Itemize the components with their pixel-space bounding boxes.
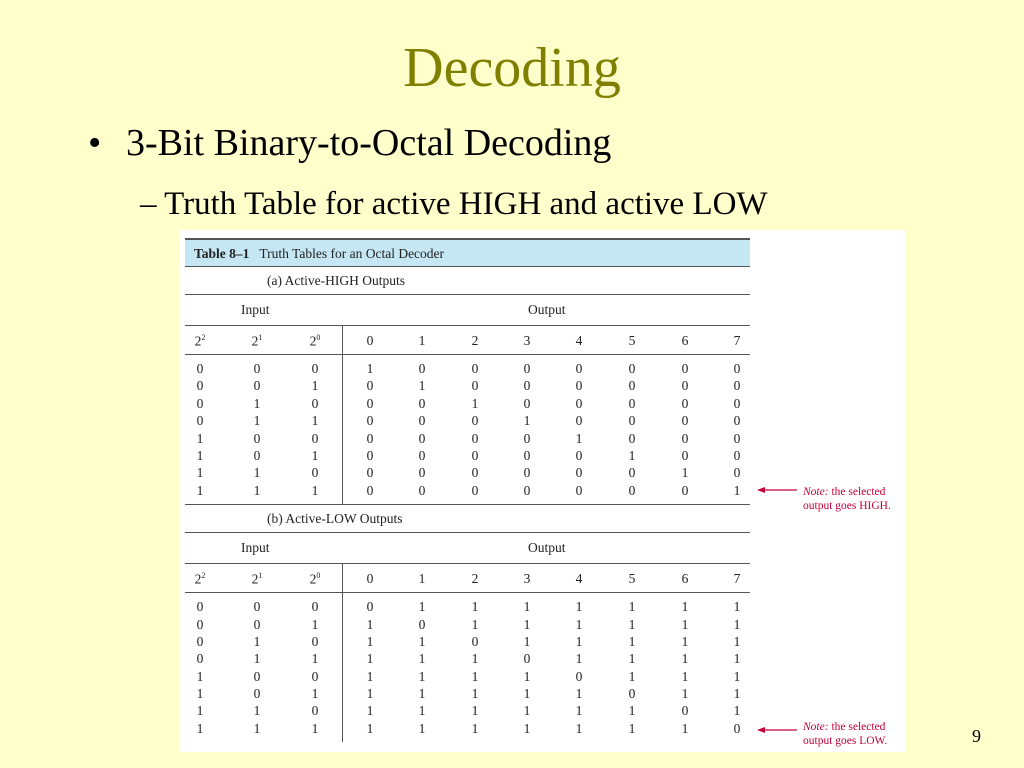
table-row: [185, 483, 750, 500]
table-cell: 1: [575, 651, 583, 667]
high-header-input-base: 2: [309, 333, 317, 349]
table-cell: 1: [366, 651, 374, 667]
high-header-input-0: [185, 333, 215, 350]
table-cell: 1: [575, 703, 583, 719]
low-header-input-base: 2: [194, 571, 202, 587]
table-cell: 0: [733, 720, 741, 736]
table-row: [185, 431, 750, 448]
table-cell: 1: [471, 703, 479, 719]
high-group-header: [185, 295, 750, 326]
table-cell: 1: [733, 616, 741, 632]
table-cell: 1: [523, 413, 531, 429]
table-cell: 1: [628, 703, 636, 719]
table-cell: 0: [253, 447, 261, 463]
table-cell: 1: [733, 703, 741, 719]
table-cell: 0: [523, 361, 531, 376]
table-cell: 1: [418, 686, 426, 702]
high-header-input-base: 2: [194, 333, 202, 349]
table-cell: 1: [366, 703, 374, 719]
table-cell: 0: [311, 703, 319, 719]
table-cell: 0: [733, 465, 741, 481]
table-cell: 1: [253, 413, 261, 429]
table-cell: 0: [681, 703, 689, 719]
table-cell: 0: [471, 447, 479, 463]
table-row: [185, 361, 750, 378]
table-cell: 1: [628, 720, 636, 736]
table-row: [185, 396, 750, 413]
low-header-input-2: [300, 571, 330, 588]
low-note-text2: output goes LOW.: [803, 735, 888, 747]
table-cell: 0: [681, 482, 689, 498]
high-header-output-2: 2: [471, 333, 479, 348]
table-cell: 0: [366, 447, 374, 463]
table-cell: 1: [253, 651, 261, 667]
table-caption: [185, 238, 750, 267]
table-cell: 0: [253, 616, 261, 632]
table-cell: 1: [311, 482, 319, 498]
table-cell: 0: [366, 395, 374, 411]
table-cell: 0: [575, 465, 583, 481]
truth-table: [185, 238, 750, 742]
table-cell: 0: [366, 413, 374, 429]
table-row: [185, 413, 750, 430]
low-group-header: [185, 533, 750, 564]
table-cell: 1: [196, 720, 204, 736]
table-cell: 1: [366, 616, 374, 632]
page-number: 9: [972, 726, 981, 746]
table-row: [185, 703, 750, 720]
table-cell: 1: [681, 599, 689, 615]
table-cell: 0: [253, 668, 261, 684]
table-cell: 1: [196, 703, 204, 719]
table-cell: 0: [628, 378, 636, 394]
table-row: [185, 634, 750, 651]
table-row: [185, 465, 750, 482]
table-cell: 0: [733, 378, 741, 394]
high-header-input-exp: 0: [316, 333, 321, 342]
table-cell: 1: [196, 465, 204, 481]
low-header-output-0: 0: [366, 571, 374, 587]
high-subtitle: (a) Active-HIGH Outputs: [185, 267, 750, 295]
table-cell: 0: [523, 378, 531, 394]
table-row: [185, 686, 750, 703]
table-cell: 1: [253, 633, 261, 649]
table-cell: 1: [471, 668, 479, 684]
table-cell: 0: [733, 413, 741, 429]
table-cell: 0: [366, 378, 374, 394]
low-header-output-3: 3: [523, 571, 531, 587]
table-cell: 1: [253, 703, 261, 719]
low-header-output-4: 4: [575, 571, 583, 587]
high-header-input-exp: 2: [201, 333, 206, 342]
table-cell: 1: [628, 668, 636, 684]
high-header-output-3: 3: [523, 333, 531, 348]
low-rows-divider: [342, 593, 343, 742]
high-rows-divider: [342, 355, 343, 504]
table-cell: 1: [196, 430, 204, 446]
table-cell: 1: [418, 633, 426, 649]
table-cell: 1: [628, 599, 636, 615]
table-cell: 1: [471, 616, 479, 632]
table-cell: 0: [575, 413, 583, 429]
table-cell: 0: [253, 361, 261, 376]
low-subtitle: (b) Active-LOW Outputs: [185, 505, 750, 533]
table-cell: 0: [471, 361, 479, 376]
table-cell: 1: [366, 686, 374, 702]
table-cell: 0: [418, 447, 426, 463]
table-cell: 0: [523, 465, 531, 481]
table-cell: 0: [575, 361, 583, 376]
table-cell: 0: [628, 413, 636, 429]
table-cell: 0: [523, 447, 531, 463]
table-cell: 0: [311, 395, 319, 411]
table-cell: 1: [196, 447, 204, 463]
table-cell: 1: [366, 633, 374, 649]
table-cell: 0: [471, 633, 479, 649]
table-cell: 1: [523, 616, 531, 632]
high-header-output-1: 1: [418, 333, 426, 348]
table-cell: 1: [681, 651, 689, 667]
table-cell: 1: [366, 361, 374, 376]
table-caption-label: Table 8–1: [194, 246, 250, 261]
table-cell: 0: [523, 482, 531, 498]
table-cell: 1: [418, 668, 426, 684]
table-cell: 0: [196, 599, 204, 615]
low-header-divider: [342, 564, 343, 592]
table-cell: 0: [733, 395, 741, 411]
table-cell: 1: [253, 720, 261, 736]
table-cell: 1: [575, 720, 583, 736]
low-header-input-base: 2: [251, 571, 259, 587]
table-cell: 0: [471, 378, 479, 394]
high-note-arrow-icon: [757, 485, 797, 495]
low-header-output-2: 2: [471, 571, 479, 587]
table-cell: 1: [523, 703, 531, 719]
table-cell: 0: [523, 651, 531, 667]
low-output-label: Output: [528, 540, 566, 556]
table-row: [185, 448, 750, 465]
table-cell: 0: [418, 482, 426, 498]
table-cell: 0: [311, 430, 319, 446]
table-cell: 0: [366, 482, 374, 498]
table-row: [185, 651, 750, 668]
table-cell: 0: [253, 430, 261, 446]
low-header-input-exp: 2: [201, 571, 206, 581]
high-header-output-5: 5: [628, 333, 636, 348]
table-cell: 0: [575, 395, 583, 411]
table-cell: 1: [311, 651, 319, 667]
table-cell: 1: [681, 720, 689, 736]
table-cell: 0: [311, 599, 319, 615]
table-cell: 0: [418, 465, 426, 481]
table-cell: 1: [471, 651, 479, 667]
table-cell: 0: [418, 616, 426, 632]
table-cell: 0: [628, 395, 636, 411]
table-cell: 1: [523, 720, 531, 736]
table-cell: 1: [311, 447, 319, 463]
table-cell: 0: [311, 361, 319, 376]
table-cell: 0: [471, 482, 479, 498]
table-cell: 1: [681, 616, 689, 632]
table-cell: 0: [471, 465, 479, 481]
table-cell: 1: [733, 651, 741, 667]
table-cell: 0: [681, 447, 689, 463]
table-cell: 1: [311, 720, 319, 736]
low-header-input-base: 2: [309, 571, 317, 587]
low-input-label: Input: [241, 540, 270, 556]
table-cell: 1: [418, 720, 426, 736]
table-cell: 1: [311, 378, 319, 394]
low-header-input-1: [242, 571, 272, 588]
high-header-input-base: 2: [251, 333, 259, 349]
table-cell: 1: [733, 668, 741, 684]
table-cell: 1: [471, 720, 479, 736]
low-column-header: [185, 564, 750, 593]
table-cell: 0: [253, 378, 261, 394]
high-header-input-1: [242, 333, 272, 350]
table-cell: 0: [471, 430, 479, 446]
table-cell: 0: [196, 413, 204, 429]
bullet-main: [88, 124, 611, 162]
table-cell: 0: [196, 361, 204, 376]
table-cell: 1: [366, 720, 374, 736]
table-cell: 0: [733, 447, 741, 463]
table-cell: 0: [628, 465, 636, 481]
table-cell: 1: [418, 378, 426, 394]
table-cell: 0: [311, 668, 319, 684]
table-cell: 0: [418, 395, 426, 411]
table-cell: 1: [575, 633, 583, 649]
table-cell: 0: [575, 668, 583, 684]
table-cell: 0: [196, 616, 204, 632]
table-cell: 0: [523, 430, 531, 446]
table-cell: 0: [196, 651, 204, 667]
table-cell: 0: [196, 633, 204, 649]
table-cell: 1: [681, 465, 689, 481]
bullet-sub: – Truth Table for active HIGH and active LOW: [140, 186, 768, 222]
table-cell: 0: [311, 465, 319, 481]
table-cell: 1: [471, 686, 479, 702]
table-cell: 1: [575, 599, 583, 615]
table-row: [185, 617, 750, 634]
table-cell: 1: [733, 482, 741, 498]
table-cell: 0: [471, 413, 479, 429]
table-cell: 1: [628, 651, 636, 667]
table-cell: 0: [681, 378, 689, 394]
high-rows: [185, 355, 750, 504]
high-note-text2: output goes HIGH.: [803, 500, 891, 512]
table-cell: 1: [196, 668, 204, 684]
low-note: [803, 720, 887, 748]
high-input-label: Input: [241, 302, 270, 317]
table-cell: 0: [575, 378, 583, 394]
table-cell: 1: [628, 633, 636, 649]
table-row: [185, 599, 750, 616]
table-cell: 0: [575, 482, 583, 498]
low-header-output-6: 6: [681, 571, 689, 587]
high-header-output-0: 0: [366, 333, 374, 348]
table-cell: 0: [628, 482, 636, 498]
table-cell: 0: [523, 395, 531, 411]
table-cell: 1: [253, 395, 261, 411]
table-cell: 1: [733, 633, 741, 649]
bullet-dot: •: [88, 122, 102, 164]
table-row: [185, 378, 750, 395]
table-cell: 1: [523, 686, 531, 702]
table-cell: 1: [418, 703, 426, 719]
table-cell: 1: [253, 465, 261, 481]
low-note-label: Note:: [803, 721, 829, 733]
table-cell: 1: [471, 599, 479, 615]
low-rows: [185, 593, 750, 742]
table-caption-text: Truth Tables for an Octal Decoder: [259, 246, 445, 261]
table-cell: 1: [575, 430, 583, 446]
table-row: [185, 669, 750, 686]
table-cell: 1: [311, 686, 319, 702]
table-cell: 0: [196, 395, 204, 411]
high-note: [803, 485, 891, 513]
high-header-input-exp: 1: [258, 333, 263, 342]
table-cell: 0: [311, 633, 319, 649]
table-cell: 1: [523, 599, 531, 615]
table-cell: 0: [628, 430, 636, 446]
table-cell: 0: [575, 447, 583, 463]
low-header-input-exp: 0: [316, 571, 321, 581]
table-cell: 0: [418, 413, 426, 429]
table-cell: 1: [523, 668, 531, 684]
table-cell: 1: [575, 686, 583, 702]
high-header-output-4: 4: [575, 333, 583, 348]
table-cell: 1: [311, 413, 319, 429]
low-note-text: the selected: [831, 721, 886, 733]
table-row: [185, 721, 750, 738]
table-cell: 0: [681, 395, 689, 411]
low-header-output-7: 7: [733, 571, 741, 587]
table-cell: 0: [418, 430, 426, 446]
high-header-output-7: 7: [733, 333, 741, 348]
table-cell: 0: [628, 361, 636, 376]
low-header-input-0: [185, 571, 215, 588]
table-cell: 1: [575, 616, 583, 632]
low-header-input-exp: 1: [258, 571, 263, 581]
table-cell: 0: [681, 413, 689, 429]
high-column-header: [185, 326, 750, 355]
low-header-output-5: 5: [628, 571, 636, 587]
table-cell: 1: [733, 686, 741, 702]
table-cell: 0: [733, 361, 741, 376]
slide-title: Decoding: [403, 37, 621, 99]
high-header-input-2: [300, 333, 330, 350]
table-cell: 1: [681, 668, 689, 684]
high-header-output-6: 6: [681, 333, 689, 348]
table-cell: 1: [366, 668, 374, 684]
table-cell: 1: [628, 447, 636, 463]
table-cell: 1: [418, 599, 426, 615]
table-cell: 1: [311, 616, 319, 632]
table-cell: 1: [523, 633, 531, 649]
table-cell: 1: [196, 686, 204, 702]
table-cell: 1: [628, 616, 636, 632]
table-cell: 1: [253, 482, 261, 498]
high-note-label: Note:: [803, 486, 829, 498]
table-cell: 0: [681, 361, 689, 376]
table-cell: 1: [681, 633, 689, 649]
table-cell: 0: [366, 430, 374, 446]
low-header-output-1: 1: [418, 571, 426, 587]
table-cell: 0: [253, 599, 261, 615]
table-cell: 0: [628, 686, 636, 702]
table-cell: 0: [681, 430, 689, 446]
table-cell: 1: [733, 599, 741, 615]
table-cell: 0: [366, 599, 374, 615]
table-cell: 1: [681, 686, 689, 702]
table-cell: 1: [471, 395, 479, 411]
table-cell: 0: [196, 378, 204, 394]
table-cell: 0: [253, 686, 261, 702]
bullet-main-text: 3-Bit Binary-to-Octal Decoding: [126, 122, 612, 164]
table-cell: 1: [196, 482, 204, 498]
high-header-divider: [342, 326, 343, 354]
table-cell: 1: [418, 651, 426, 667]
high-output-label: Output: [528, 302, 566, 317]
table-cell: 0: [418, 361, 426, 376]
table-figure: [179, 230, 906, 752]
table-cell: 0: [733, 430, 741, 446]
low-note-arrow-icon: [757, 725, 797, 735]
high-note-text: the selected: [831, 486, 886, 498]
table-cell: 0: [366, 465, 374, 481]
